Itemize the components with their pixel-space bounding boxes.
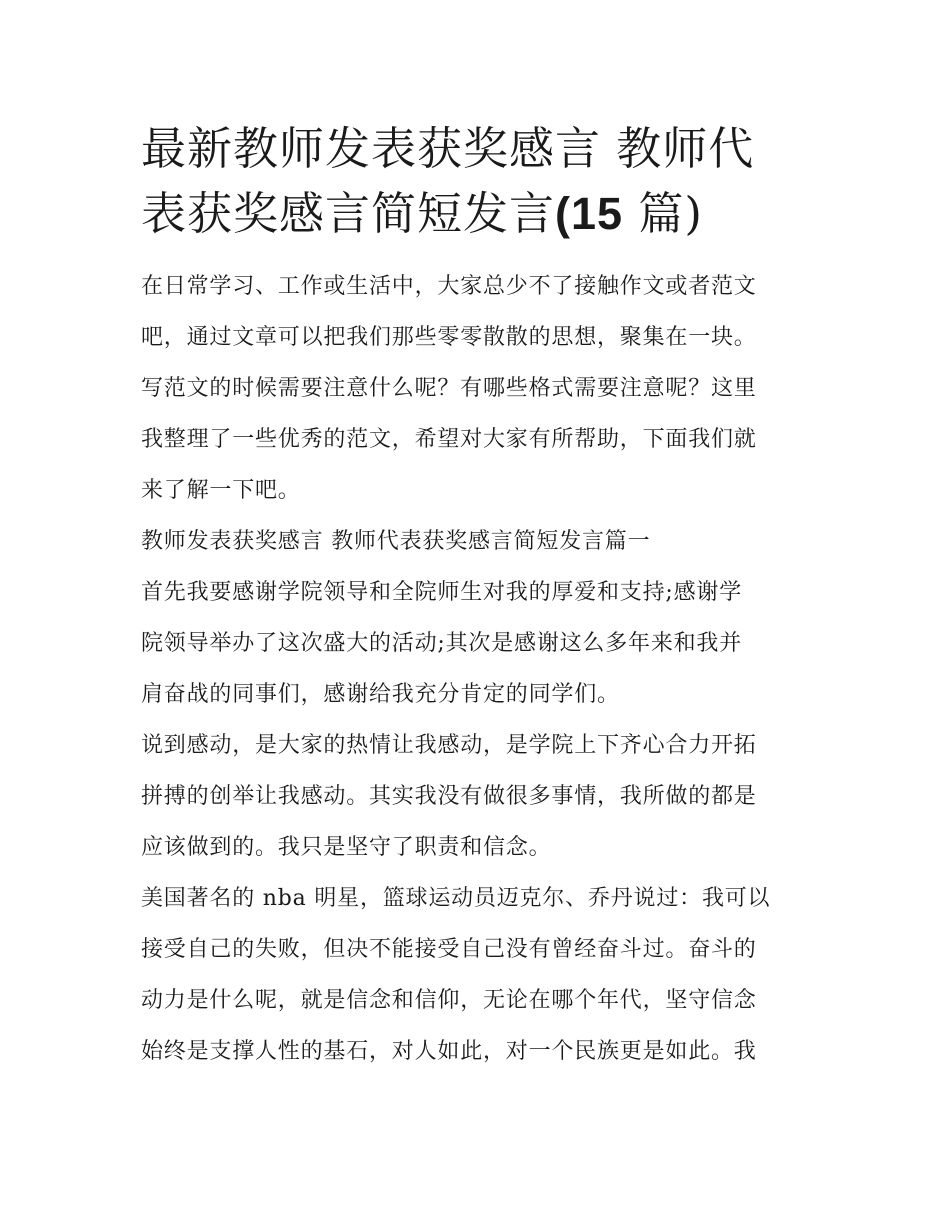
paragraph-thanks (141, 567, 813, 720)
title-suffix: 篇) (623, 187, 703, 240)
paragraph-moved (141, 720, 813, 873)
text-line: 教师发表获奖感言 教师代表获奖感言简短发言篇一 (141, 529, 651, 554)
text-line: 我整理了一些优秀的范文，希望对大家有所帮助，下面我们就 (141, 427, 757, 452)
text-line: 始终是支撑人性的基石，对人如此，对一个民族更是如此。我 (141, 1039, 757, 1064)
text-line: 美国著名的 nba 明星，篮球运动员迈克尔、乔丹说过：我可以 (141, 886, 771, 911)
text-line: 动力是什么呢，就是信念和信仰，无论在哪个年代，坚守信念 (141, 988, 757, 1013)
text-line: 吧，通过文章可以把我们那些零零散散的思想，聚集在一块。 (141, 325, 757, 350)
title-count: (15 (555, 188, 624, 239)
text-line: 在日常学习、工作或生活中，大家总少不了接触作文或者范文 (141, 274, 757, 299)
text-line: 写范文的时候需要注意什么呢？有哪些格式需要注意呢？这里 (141, 376, 757, 401)
document-body (141, 261, 813, 1077)
text-line: 来了解一下吧。 (141, 478, 301, 503)
text-line: 接受自己的失败，但决不能接受自己没有曾经奋斗过。奋斗的 (141, 937, 757, 962)
text-line: 院领导举办了这次盛大的活动;其次是感谢这么多年来和我并 (141, 631, 743, 656)
paragraph-jordan (141, 873, 813, 1077)
text-line: 首先我要感谢学院领导和全院师生对我的厚爱和支持;感谢学 (141, 580, 743, 605)
document-content (141, 116, 813, 1077)
text-line: 拼搏的创举让我感动。其实我没有做很多事情，我所做的都是 (141, 784, 757, 809)
text-line: 应该做到的。我只是坚守了职责和信念。 (141, 835, 552, 860)
document-title (141, 116, 813, 246)
paragraph-intro (141, 261, 813, 516)
title-line-1: 最新教师发表获奖感言 教师代 (141, 122, 755, 175)
title-line-2: 表获奖感言简短发言 (141, 187, 556, 240)
section-heading (141, 516, 813, 567)
text-line: 说到感动，是大家的热情让我感动，是学院上下齐心合力开拓 (141, 733, 757, 758)
text-line: 肩奋战的同事们，感谢给我充分肯定的同学们。 (141, 682, 620, 707)
